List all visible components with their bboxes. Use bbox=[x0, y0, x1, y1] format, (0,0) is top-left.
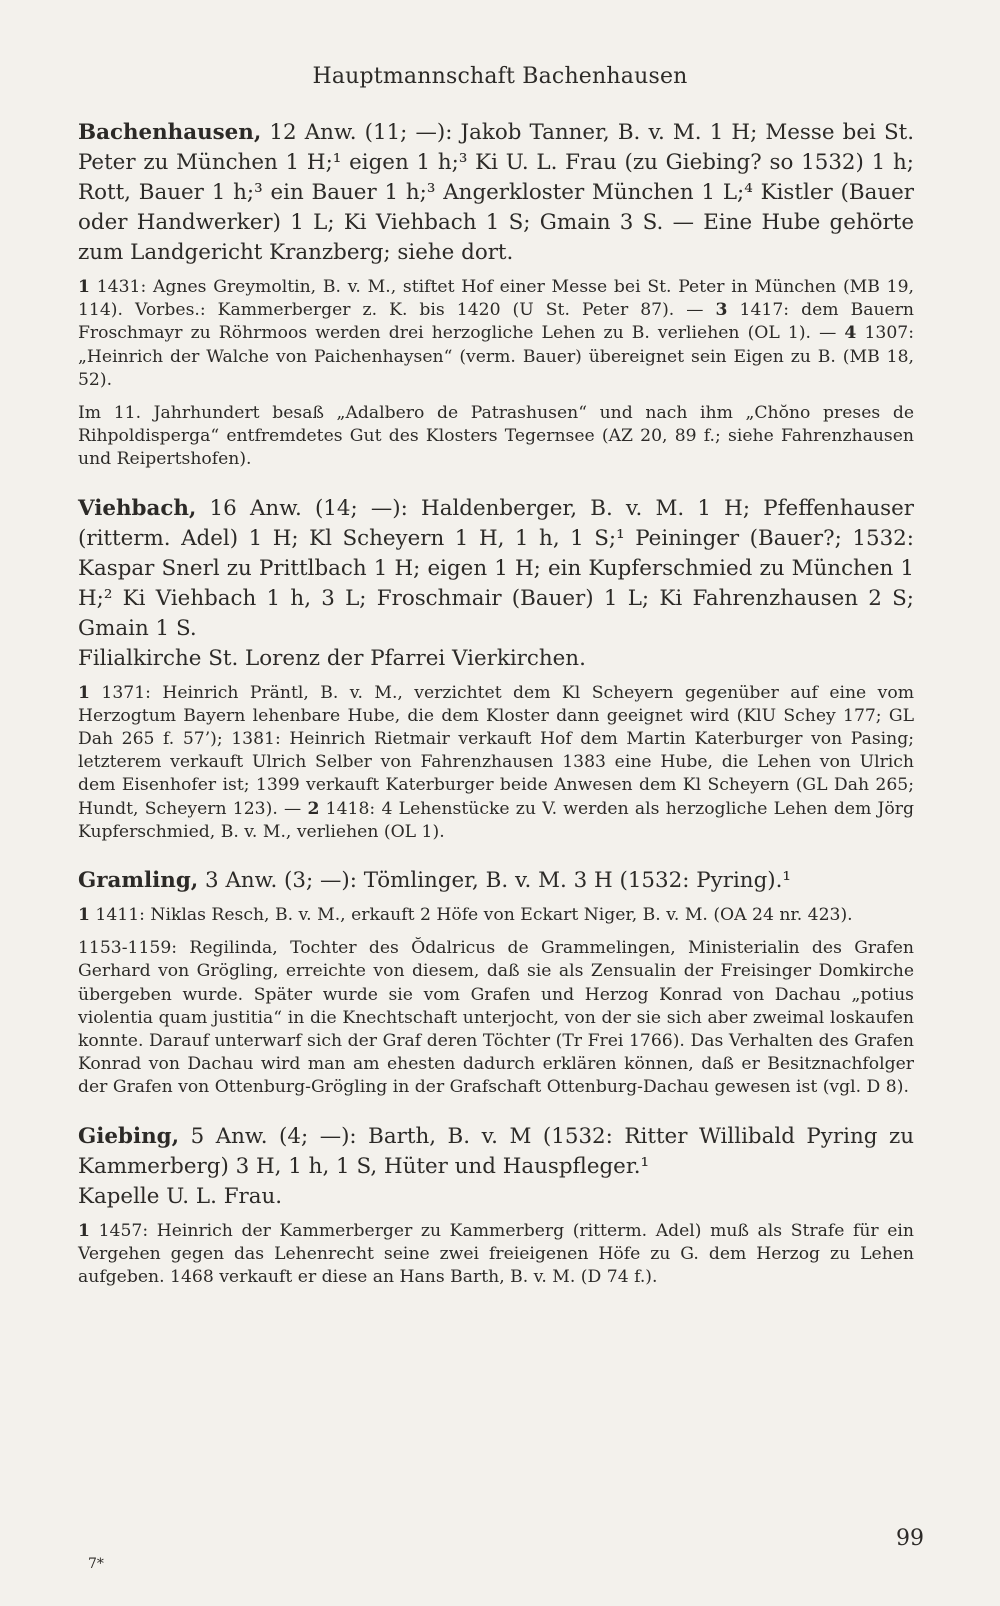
footnote-text: 1457: Heinrich der Kammerberger zu Kammerberg (ritterm. Adel) muß als Strafe für ein Vergehen gegen das Lehenrecht seine zwei freieigenen Höfe zu G. dem Herzog zu Lehen aufgeben. 1468 verkauft er diese an Hans Barth, B. v. M. (D 74 f.). bbox=[78, 1220, 914, 1288]
entry-main-text bbox=[78, 866, 914, 896]
footnote-text: 1418: 4 Lehenstücke zu V. werden als herzogliche Lehen dem Jörg Kupferschmied, B. v. M., verliehen (OL 1). bbox=[78, 798, 914, 842]
entry-name: Gramling, bbox=[78, 868, 199, 894]
footnote-number: 4 bbox=[844, 323, 857, 344]
footnote-number: 2 bbox=[307, 798, 320, 819]
footnote-number: 3 bbox=[715, 300, 728, 321]
entry-gramling bbox=[78, 866, 914, 1100]
remark-paragraph: 1153-1159: Regilinda, Tochter des Ŏdalricus de Grammelingen, Ministerialin des Grafen Gerhard von Grögling, erreichte von diesem, daß sie als Zensualin der Freisinger Domkirche übergeben wurde. Später wurde sie vom Grafen und Herzog Konrad von Dachau „potius violentia quam justitia“ in die Knechtschaft unterjocht, von der sie sich aber zweimal loskaufen konnte. Darauf unterwarf sich der Graf deren Töchter (Tr Frei 1766). Das Verhalten des Grafen Konrad von Dachau wird man am ehesten dadurch erklären können, daß er Besitznachfolger der Grafen von Ottenburg-Grögling in der Grafschaft Ottenburg-Dachau gewesen ist (vgl. D 8). bbox=[78, 938, 914, 1098]
entry-giebing bbox=[78, 1122, 914, 1290]
footnote-text: 1307: „Heinrich der Walche von Paichenhaysen“ (verm. Bauer) übereignet sein Eigen zu B. (MB 18, 52). bbox=[78, 323, 915, 390]
remark-paragraph: Im 11. Jahrhundert besaß „Adalbero de Patrashusen“ und nach ihm „Chŏno preses de Rihpoldisperga“ entfremdetes Gut des Klosters Tegernsee (AZ 20, 89 f.; siehe Fahrenzhausen und Reipertshofen). bbox=[78, 403, 914, 470]
page-number: 99 bbox=[896, 1526, 924, 1551]
footnote-number: 1 bbox=[78, 277, 90, 297]
church-line: Filialkirche St. Lorenz der Pfarrei Vierkirchen. bbox=[78, 645, 586, 671]
entry-body: 12 Anw. (11; —): Jakob Tanner, B. v. M. 1 H; Messe bei St. Peter zu München 1 H;¹ eigen 1 h;³ Ki U. L. Frau (zu Giebing? so 1532) 1 h; Rott, Bauer 1 h;³ ein Bauer 1 h;³ Angerkloster München 1 L;⁴ Kistler (Bauer oder Handwerker) 1 L; Ki Viehbach 1 S; Gmain 3 S. — Eine Hube gehörte zum Landgericht Kranzberg; siehe dort. bbox=[78, 120, 914, 265]
church-line: Kapelle U. L. Frau. bbox=[78, 1183, 283, 1209]
entry-name: Bachenhausen, bbox=[78, 120, 262, 145]
entry-name: Viehbach, bbox=[78, 495, 197, 521]
entry-main-text bbox=[78, 494, 914, 644]
footnote-text: 1411: Niklas Resch, B. v. M., erkauft 2 Höfe von Eckart Niger, B. v. M. (OA 24 nr. 423). bbox=[89, 905, 853, 926]
entry-main-text bbox=[78, 1122, 914, 1182]
entry-body: 16 Anw. (14; —): Haldenberger, B. v. M. 1 H; Pfeffenhauser (ritterm. Adel) 1 H; Kl Scheyern 1 H, 1 h, 1 S;¹ Peininger (Bauer?; 1532: Kaspar Snerl zu Prittlbach 1 H; eigen 1 H; ein Kupferschmied zu München 1 H;² Ki Viehbach 1 h, 3 L; Froschmair (Bauer) 1 L; Ki Fahrenzhausen 2 S; Gmain 1 S. bbox=[78, 495, 914, 641]
entry-name: Giebing, bbox=[78, 1123, 180, 1149]
footnote-number: 1 bbox=[78, 682, 90, 703]
footnote-text: 1371: Heinrich Präntl, B. v. M., verzichtet dem Kl Scheyern gegenüber auf eine vom Herzogtum Bayern lehenbare Hube, die dem Kloster dann geeignet wird (KlU Schey 177; GL Dah 265 f. 57’); 1381: Heinrich Rietmair verkauft Hof dem Martin Katerburger von Pasing; letzterem verkauft Ulrich Selber von Fahrenzhausen 1383 eine Hube, die Lehen von Ulrich dem Eisenhofer ist; 1399 verkauft Katerburger beide Anwesen dem Kl Scheyern (GL Dah 265; Hundt, Scheyern 123). — bbox=[78, 682, 914, 819]
footnote-block bbox=[78, 1220, 914, 1290]
footnote-number: 1 bbox=[78, 905, 90, 926]
footnote-text: 1417: dem Bauern Froschmayr zu Röhrmoos werden drei herzogliche Lehen zu B. verliehen (OL 1). — bbox=[78, 300, 914, 344]
entry-main-text bbox=[78, 118, 914, 268]
footnote-number: 1 bbox=[78, 1220, 90, 1241]
footnote-text: 1431: Agnes Greymoltin, B. v. M., stiftet Hof einer Messe bei St. Peter in München (MB 19, 114). Vorbes.: Kammerberger z. K. bis 1420 (U St. Peter 87). — bbox=[78, 277, 914, 321]
entry-body: 5 Anw. (4; —): Barth, B. v. M (1532: Ritter Willibald Pyring zu Kammerberg) 3 H, 1 h, 1 S, Hüter und Hauspfleger.¹ bbox=[78, 1123, 914, 1179]
footnote-block bbox=[78, 904, 914, 927]
entry-bachenhausen bbox=[78, 118, 914, 472]
entry-body: 3 Anw. (3; —): Tömlinger, B. v. M. 3 H (1532: Pyring).¹ bbox=[198, 868, 791, 894]
entry-viehbach bbox=[78, 494, 914, 844]
footnote-block bbox=[78, 682, 914, 844]
page-content bbox=[78, 118, 914, 1311]
footnote-block bbox=[78, 276, 914, 392]
signature-mark: 7* bbox=[88, 1556, 104, 1572]
running-head: Hauptmannschaft Bachenhausen bbox=[312, 64, 688, 89]
